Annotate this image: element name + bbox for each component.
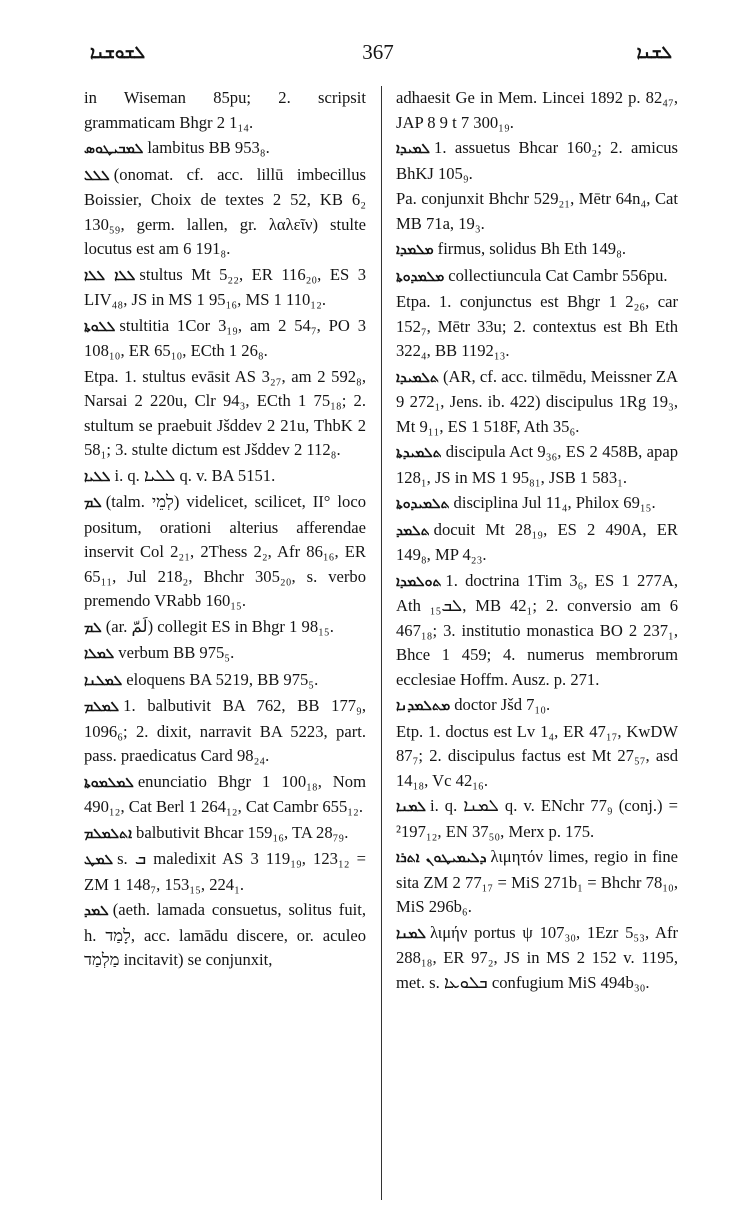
- entry-headword: ܬܠܡܝܕܘܬܐ: [396, 496, 450, 512]
- dictionary-entry: [84, 898, 366, 973]
- entry-text: enunciatio Bhgr 1 100₁₈, Nom 490₁₂, Cat Berl 1 264₁₂, Cat Cambr 655₁₂.: [84, 771, 366, 816]
- entry-headword: ܠܡܕ: [84, 903, 109, 919]
- entry-text: λιμητόν limes, regio in fine sita ZM 2 77₁₇ = MiS 271b₁ = Bhchr 78₁₀, MiS 296b₆.: [396, 847, 679, 916]
- dictionary-entry: [396, 491, 678, 517]
- entry-headword: ܬܘܠܡܕܐ: [396, 573, 442, 590]
- running-head-right: ܠܫܢܐ: [636, 43, 672, 63]
- entry-text: 1. assuetus Bhcar 160₂; 2. amicus BhKJ 105₉.: [396, 138, 678, 183]
- running-head: [84, 40, 672, 70]
- dictionary-entry: [396, 365, 678, 440]
- entry-text: 1. balbutivit BA 762, BB 177₉, 1096₆; 2. dixit, narravit BA 5223, part. pass. praedicatus Card 98₂₄.: [84, 696, 366, 765]
- column-divider: [381, 86, 382, 1200]
- dictionary-entry: [396, 921, 678, 996]
- entry-text: discipula Act 9₃₆, ES 2 458B, apap 128₁, JS in MS 1 95₈₁, JSB 1 583₁.: [396, 442, 678, 487]
- dictionary-entry: [84, 86, 366, 135]
- right-column: [396, 86, 678, 995]
- dictionary-entry: [84, 668, 366, 694]
- dictionary-entry: [84, 641, 366, 667]
- entry-headword: ܬܠܡܝܕܬܐ: [396, 445, 442, 461]
- entry-headword: ܡܠܡܕܐ: [396, 242, 434, 258]
- entry-text: docuit Mt 28₁₉, ES 2 490A, ER 149₈, MP 4₂₃.: [396, 519, 678, 564]
- dictionary-entry: [84, 821, 366, 847]
- entry-text: Etp. 1. doctus est Lv 1₄, ER 47₁₇, KwDW 87₇; 2. discipulus factus est Mt 27₅₇, asd 14₁₈, Vc 42₁₆.: [396, 721, 678, 790]
- dictionary-entry: [396, 264, 678, 290]
- dictionary-entry: [84, 694, 366, 769]
- entry-headword: ܠܠܐ ܠܠܐ: [84, 267, 136, 284]
- entry-text: i. q. ܠܠܝܐ q. v. BA 5151.: [114, 465, 276, 485]
- dictionary-entry: [396, 86, 678, 135]
- entry-text: Etpa. 1. conjunctus est Bhgr 1 2₂₆, car 152₇, Mētr 33u; 2. contextus est Bh Eth 322₄, BB 1192₁₃.: [396, 292, 678, 360]
- dictionary-entry: [396, 290, 678, 364]
- entry-text: (aeth. lamada consuetus, solitus fuit, h. לָמַד, acc. lamādu discere, or. aculeo מַלְמַד incitavit) se conjunxit,: [84, 900, 367, 969]
- entry-headword: ܠܡܢܐ: [396, 925, 426, 942]
- dictionary-entry: [396, 237, 678, 263]
- entry-headword: ܠܡܠܐ: [84, 646, 115, 662]
- running-head-left: ܠܫܘܫܢܐ: [90, 43, 146, 63]
- entry-text: collectiuncula Cat Cambr 556pu.: [448, 265, 668, 285]
- entry-text: (ar. لَمّ) collegit ES in Bhgr 1 98₁₅.: [105, 616, 334, 636]
- entry-headword: ܠܡܠܢܐ: [84, 672, 123, 689]
- entry-text: in Wiseman 85pu; 2. scripsit grammaticam Bhgr 2 1₁₄.: [84, 88, 366, 132]
- dictionary-entry: [84, 163, 366, 262]
- dictionary-entry: [84, 314, 366, 364]
- dictionary-entry: [84, 615, 366, 641]
- entry-text: eloquens BA 5219, BB 975₅.: [126, 669, 319, 689]
- dictionary-entry: [396, 693, 678, 719]
- dictionary-entry: [84, 136, 366, 162]
- dictionary-entry: [84, 847, 366, 897]
- dictionary-entry: [396, 845, 678, 920]
- entry-text: Pa. conjunxit Bhchr 529₂₁, Mētr 64n₄, Cat MB 71a, 19₃.: [396, 189, 678, 233]
- entry-headword: ܠܠܝܐ: [84, 468, 111, 485]
- entry-text: doctor Jšd 7₁₀.: [454, 695, 551, 714]
- entry-headword: ܡܠܡܕܘܬܐ: [396, 268, 445, 285]
- entry-text: (talm. לְמֵי) videlicet, scilicet, II° loco positum, orationi alterius afferendae inservit Col 2₂₁, 2Thess 2₂, Afr 86₁₆, ER 65₁₁, Jul 218₂, Bhchr 305₂₀, s. verbo premendo VRabb 160₁₅.: [84, 492, 366, 610]
- entry-headword: ܠܡ: [84, 619, 102, 636]
- entry-headword: ܠܡ: [84, 495, 102, 511]
- entry-text: balbutivit Bhcar 159₁₆, TA 28₇₉.: [136, 822, 349, 842]
- entry-text: stultitia 1Cor 3₁₉, am 2 54₇, PO 3 108₁₀, ER 65₁₀, ECth 1 26₈.: [84, 315, 366, 360]
- entry-headword: ܡܬܠܡܕܢܐ: [396, 698, 451, 714]
- dictionary-entry: [396, 187, 678, 236]
- page-number: 367: [362, 40, 394, 64]
- entry-headword: ܐܬܠܡܠܡ: [84, 825, 133, 842]
- entry-text: firmus, solidus Bh Eth 149₈.: [437, 239, 626, 258]
- entry-headword: ܠܠܠ: [84, 167, 110, 184]
- entry-text: 1. doctrina 1Tim 3₆, ES 1 277A, Ath ܠܒ₁₅, MB 42₁; 2. conversio am 6 467₁₈; 3. institutio monastica BO 2 237₁, Bhce 1 459; 4. numerus membrorum ecclesiae Hoffm. Ausz. p. 271.: [396, 570, 678, 689]
- dictionary-entry: [84, 464, 366, 490]
- entry-text: adhaesit Ge in Mem. Lincei 1892 p. 82₄₇, JAP 8 9 t 7 300₁₉.: [396, 88, 678, 132]
- entry-headword: ܬܠܡܕ: [396, 522, 430, 539]
- dictionary-entry: [396, 136, 678, 186]
- dictionary-entry: [84, 365, 366, 463]
- entry-text: s. ܒ maledixit AS 3 119₁₉, 123₁₂ = ZM 1 148₇, 153₁₅, 224₁.: [84, 849, 367, 894]
- entry-headword: ܠܡܠܡܘܬܐ: [84, 774, 134, 791]
- entry-text: (AR, cf. acc. tilmēdu, Meissner ZA 9 272₁, Jens. ib. 422) discipulus 1Rg 19₃, Mt 9₁₁, ES 1 518F, Ath 35₆.: [396, 366, 678, 436]
- entry-headword: ܠܠܘܬܐ: [84, 318, 116, 335]
- entry-headword: ܠܡܛ: [84, 852, 114, 868]
- entry-text: lambitus BB 953₈.: [147, 138, 270, 157]
- entry-text: (onomat. cf. acc. lillū imbecillus Boissier, Choix de textes 2 52, KB 6₂ 130₅₉, germ. lallen, gr. λαλεῖν) stulte locutus est am 6 191₈.: [84, 164, 366, 258]
- dictionary-entry: [84, 263, 366, 313]
- left-column: [84, 86, 366, 973]
- dictionary-entry: [396, 518, 678, 568]
- entry-text: i. q. ܠܡܢܐ q. v. ENchr 77₉ (conj.) = ²197₁₂, EN 37₅₀, Merx p. 175.: [396, 796, 678, 841]
- dictionary-entry: [84, 490, 366, 614]
- entry-headword: ܠܡܢܐ: [396, 799, 426, 815]
- entry-text: stultus Mt 5₂₂, ER 116₂₀, ES 3 LIV₄₈, JS in MS 1 95₁₆, MS 1 110₁₂.: [84, 264, 366, 309]
- dictionary-entry: [396, 794, 678, 844]
- entry-headword: ܬܠܡܝܕܐ: [396, 369, 439, 386]
- dictionary-entry: [84, 770, 366, 820]
- entry-text: verbum BB 975₅.: [118, 643, 235, 662]
- entry-text: Etpa. 1. stultus evāsit AS 3₂₇, am 2 592₈, Narsai 2 220u, Clr 94₃, ECth 1 75₁₈; 2. stultum se praebuit Jšddev 2 21u, ThbK 2 58₁; 3. stulte dictum est Jšddev 2 112₈.: [84, 366, 366, 459]
- entry-headword: ܕܠܝܡܝܛܘܢ ܐܬܪܐ: [396, 850, 487, 866]
- entry-headword: ܠܡܠܡ: [84, 699, 120, 715]
- dictionary-entry: [396, 440, 678, 490]
- entry-headword: ܠܡܒܝܛܘܣ: [84, 141, 144, 157]
- dictionary-entry: [396, 720, 678, 794]
- entry-text: λιμήν portus ψ 107₃₀, 1Ezr 5₅₃, Afr 288₁₈, ER 97₂, JS in MS 2 152 v. 1195, met. s. ܒܠܘܥܐ confugium MiS 494b₃₀.: [396, 922, 678, 992]
- entry-text: disciplina Jul 11₄, Philox 69₁₅.: [453, 493, 656, 512]
- dictionary-entry: [396, 569, 678, 693]
- entry-headword: ܠܡܝܕܐ: [396, 141, 431, 157]
